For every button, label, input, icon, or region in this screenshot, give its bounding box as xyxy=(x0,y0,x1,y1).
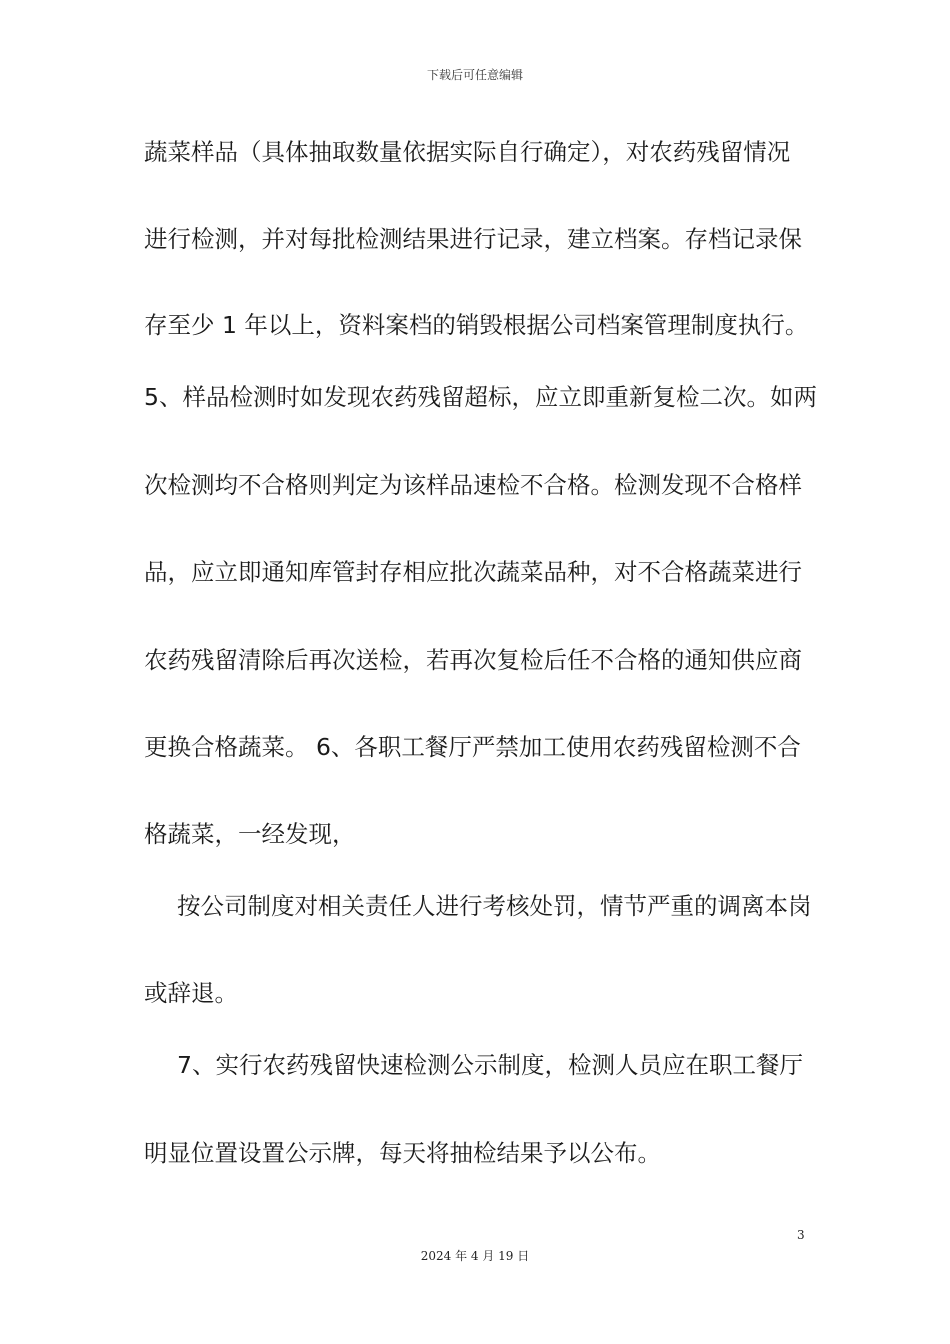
paragraph-line: 次检测均不合格则判定为该样品速检不合格。检测发现不合格样 xyxy=(144,471,802,499)
footer-date: 2024 年 4 月 19 日 xyxy=(420,1249,530,1263)
paragraph-line: 明显位置设置公示牌，每天将抽检结果予以公布。 xyxy=(144,1139,661,1167)
paragraph-line: 进行检测，并对每批检测结果进行记录，建立档案。存档记录保 xyxy=(144,225,802,253)
page-number: 3 xyxy=(797,1228,805,1242)
paragraph-line: 5、样品检测时如发现农药残留超标，应立即重新复检二次。如两 xyxy=(144,383,817,411)
paragraph-line: 或辞退。 xyxy=(144,979,238,1007)
page-header: 下载后可任意编辑 xyxy=(426,68,523,82)
paragraph-line: 格蔬菜，一经发现， xyxy=(144,820,356,848)
paragraph-line: 品，应立即通知库管封存相应批次蔬菜品种，对不合格蔬菜进行 xyxy=(144,558,802,586)
paragraph-line: 蔬菜样品（具体抽取数量依据实际自行确定），对农药残留情况 xyxy=(144,138,791,166)
paragraph-line: 农药残留清除后再次送检，若再次复检后任不合格的通知供应商 xyxy=(144,646,802,674)
paragraph-line: 更换合格蔬菜。 6、各职工餐厅严禁加工使用农药残留检测不合 xyxy=(144,733,801,761)
paragraph-line: 按公司制度对相关责任人进行考核处罚，情节严重的调离本岗 xyxy=(177,892,812,920)
paragraph-line: 7、实行农药残留快速检测公示制度，检测人员应在职工餐厅 xyxy=(177,1051,803,1079)
paragraph-line: 存至少 1 年以上，资料案档的销毁根据公司档案管理制度执行。 xyxy=(144,311,809,339)
